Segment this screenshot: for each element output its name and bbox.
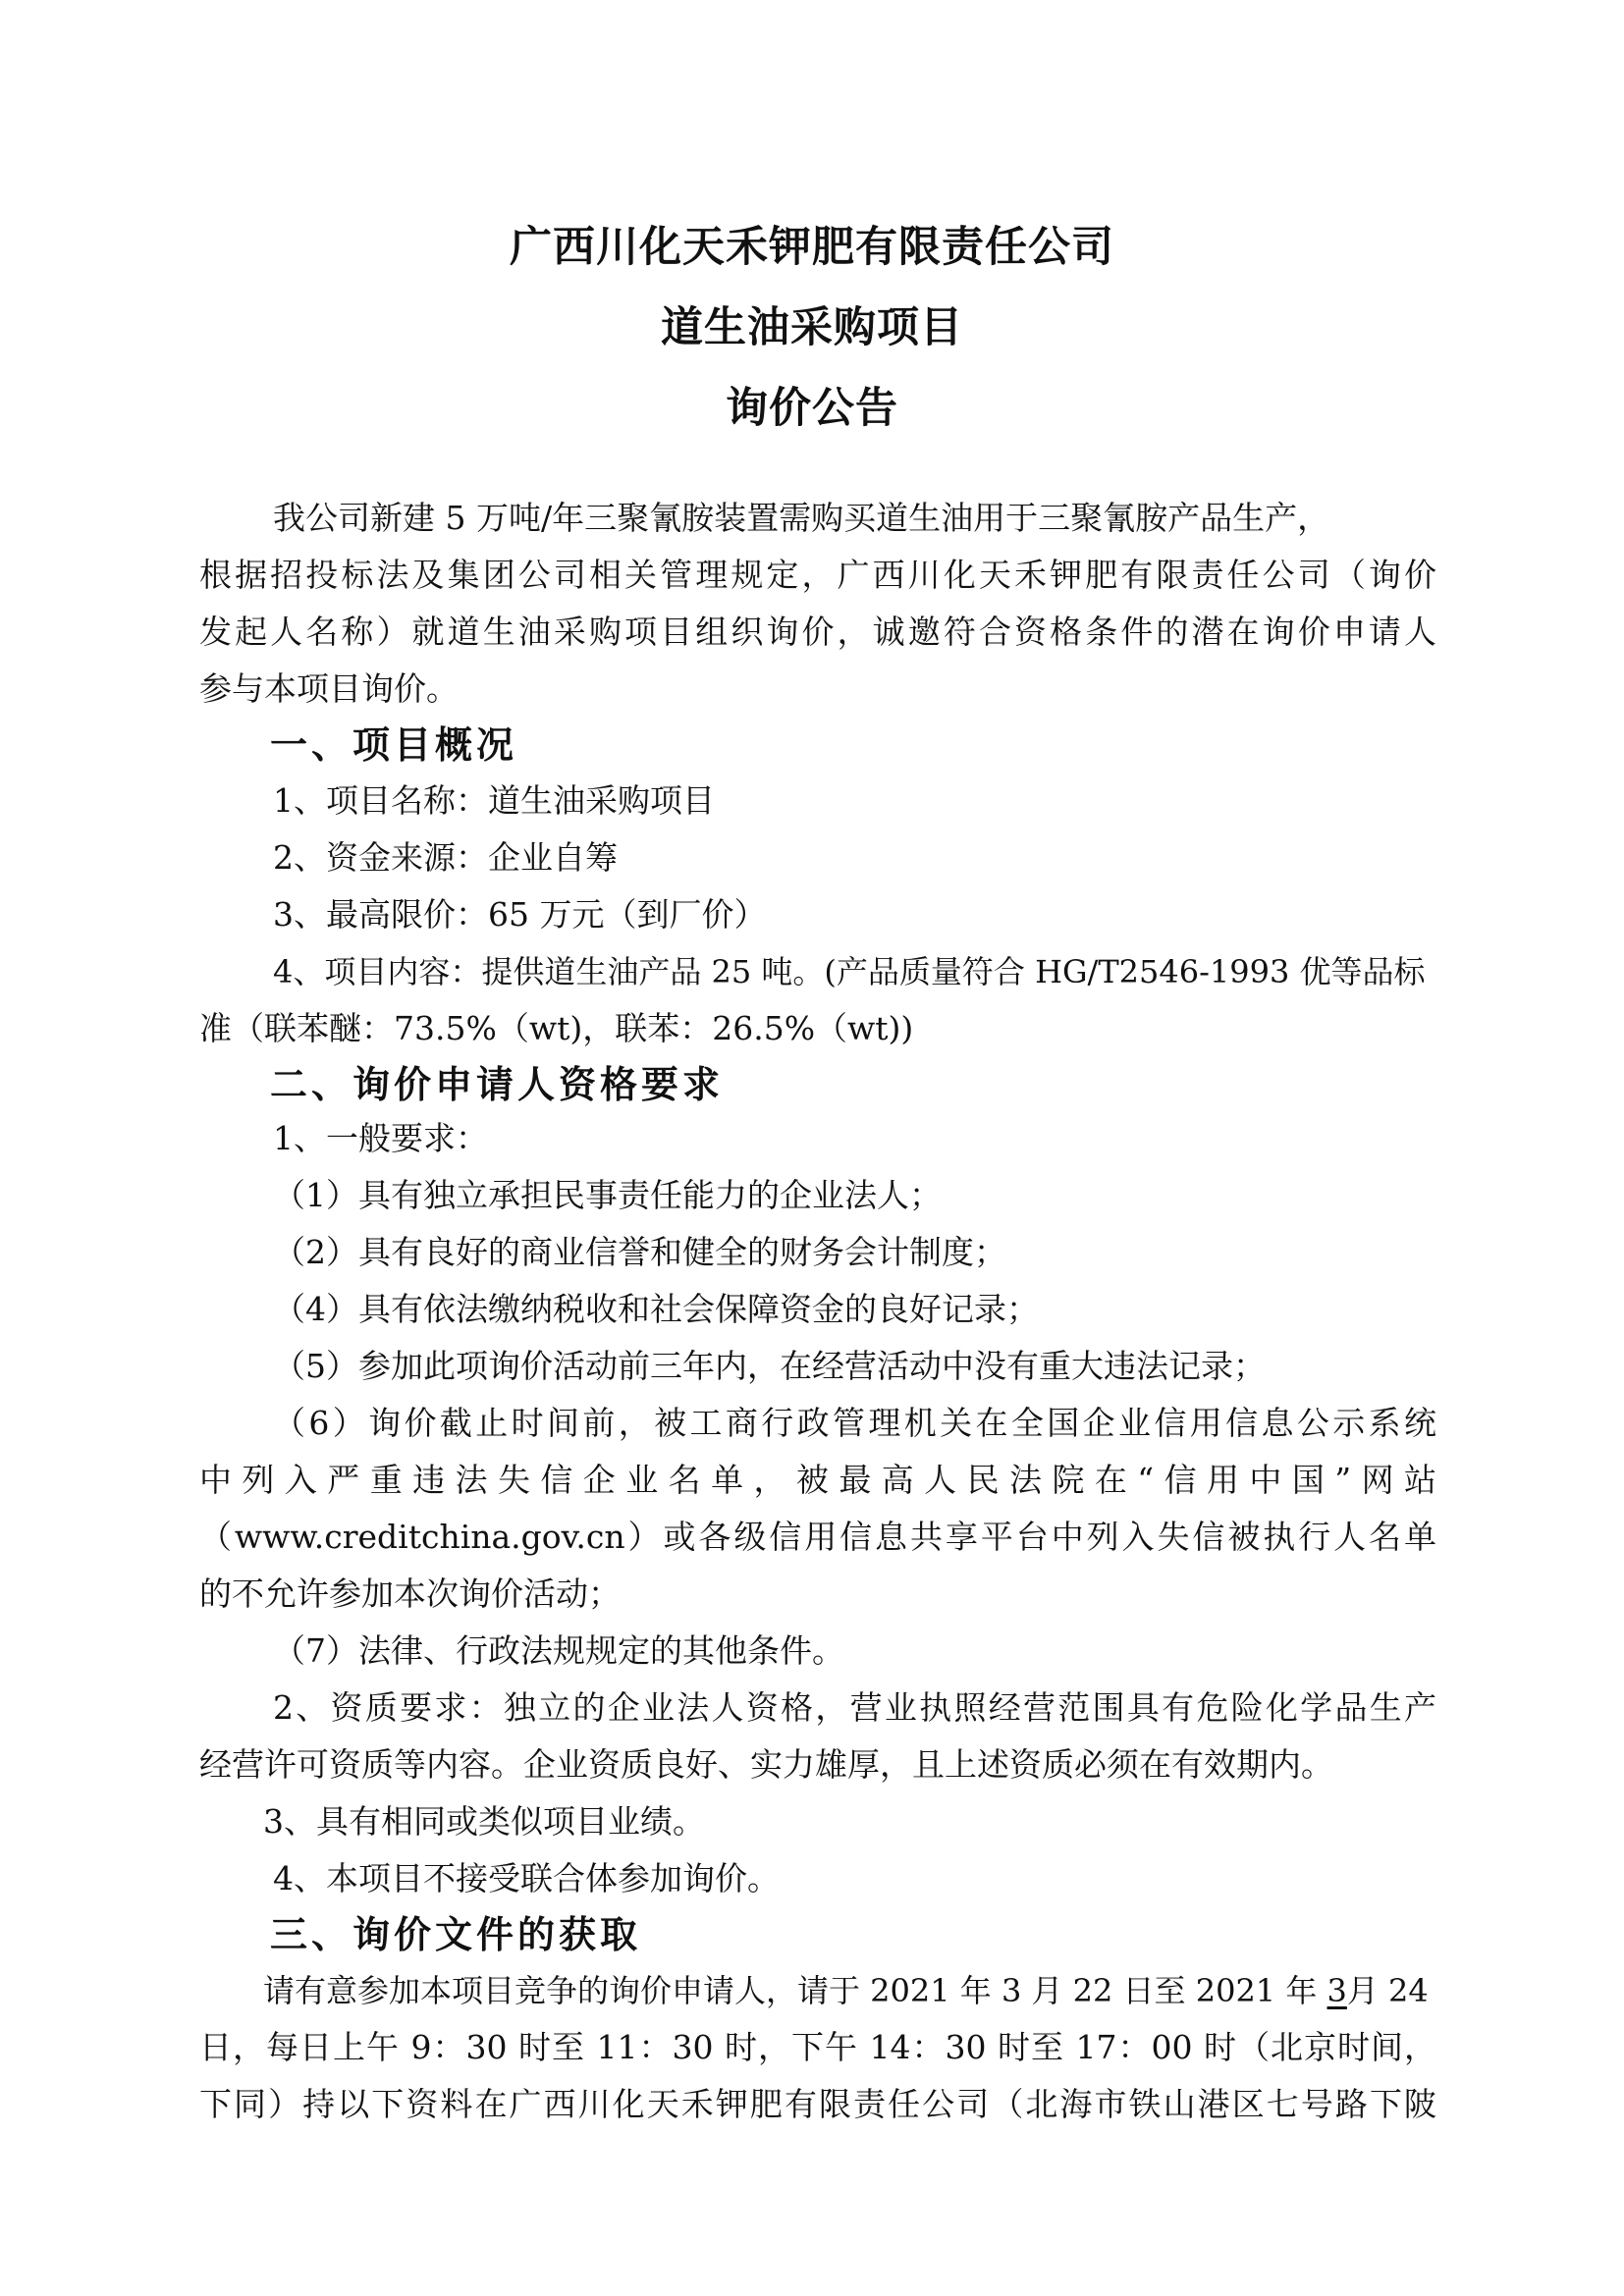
section2-line: 经营许可资质等内容。企业资质良好、实力雄厚，且上述资质必须在有效期内。 [199,1745,1333,1784]
section1-line: 准（联苯醚：73.5%（wt)，联苯：26.5%（wt)) [199,1009,914,1047]
section2-line: （6）询价截止时间前，被工商行政管理机关在全国企业信用信息公示系统 [273,1404,1436,1442]
section2-line: （www.creditchina.gov.cn）或各级信用信息共享平台中列入失信被执行人名单 [199,1518,1436,1556]
section2-line: （4）具有依法缴纳税收和社会保障资金的良好记录； [273,1290,1039,1328]
section3-line [263,1971,1436,2010]
section-heading-document-acquisition: 三、询价文件的获取 [270,1913,642,1956]
section2-line: 3、具有相同或类似项目业绩。 [263,1802,705,1841]
section2-line: （1）具有独立承担民事责任能力的企业法人； [273,1176,942,1214]
section2-line: （2）具有良好的商业信誉和健全的财务会计制度； [273,1233,1006,1271]
document-title-company: 广西川化天禾钾肥有限责任公司 [510,223,1114,272]
section-heading-overview: 一、项目概况 [270,723,518,767]
section2-line: 4、本项目不接受联合体参加询价。 [273,1859,780,1897]
section1-line: 3、最高限价：65 万元（到厂价） [273,895,767,934]
section2-line: 的不允许参加本次询价活动； [199,1575,621,1613]
intro-line: 根据招投标法及集团公司相关管理规定，广西川化天禾钾肥有限责任公司（询价 [199,556,1436,594]
section2-line: （5）参加此项询价活动前三年内，在经营活动中没有重大违法记录； [273,1347,1266,1385]
section2-line: 2、资质要求：独立的企业法人资格，营业执照经营范围具有危险化学品生产 [273,1688,1436,1727]
document-title-notice: 询价公告 [726,384,898,433]
intro-line: 发起人名称）就道生油采购项目组织询价，诚邀符合资格条件的潜在询价申请人 [199,613,1436,651]
section1-line: 4、项目内容：提供道生油产品 25 吨。(产品质量符合 HG/T2546-1993 优等品标 [273,953,1426,990]
section3-line: 日，每日上午 9：30 时至 11：30 时，下午 14：30 时至 17：00 时（北京时间， [199,2028,1436,2066]
section3-text: 月 24 [1346,1972,1429,2009]
section1-line: 1、项目名称：道生油采购项目 [273,781,715,820]
section3-text: 请有意参加本项目竞争的询价申请人，请于 2021 年 3 月 22 日至 2021 年 [263,1972,1327,2009]
document-title-project: 道生油采购项目 [661,303,963,352]
section1-line: 2、资金来源：企业自筹 [273,838,618,877]
underlined-month: 3 [1326,1972,1347,2009]
section2-line: （7）法律、行政法规规定的其他条件。 [273,1631,844,1670]
intro-line: 我公司新建 5 万吨/年三聚氰胺装置需购买道生油用于三聚氰胺产品生产， [273,499,1330,537]
section3-line: 下同）持以下资料在广西川化天禾钾肥有限责任公司（北海市铁山港区七号路下陂 [199,2085,1436,2123]
section2-line: 中列入严重违法失信企业名单，被最高人民法院在“信用中国”网站 [199,1461,1436,1499]
section-heading-qualifications: 二、询价申请人资格要求 [270,1063,725,1106]
section2-line: 1、一般要求： [273,1119,488,1157]
intro-line: 参与本项目询价。 [199,669,459,708]
